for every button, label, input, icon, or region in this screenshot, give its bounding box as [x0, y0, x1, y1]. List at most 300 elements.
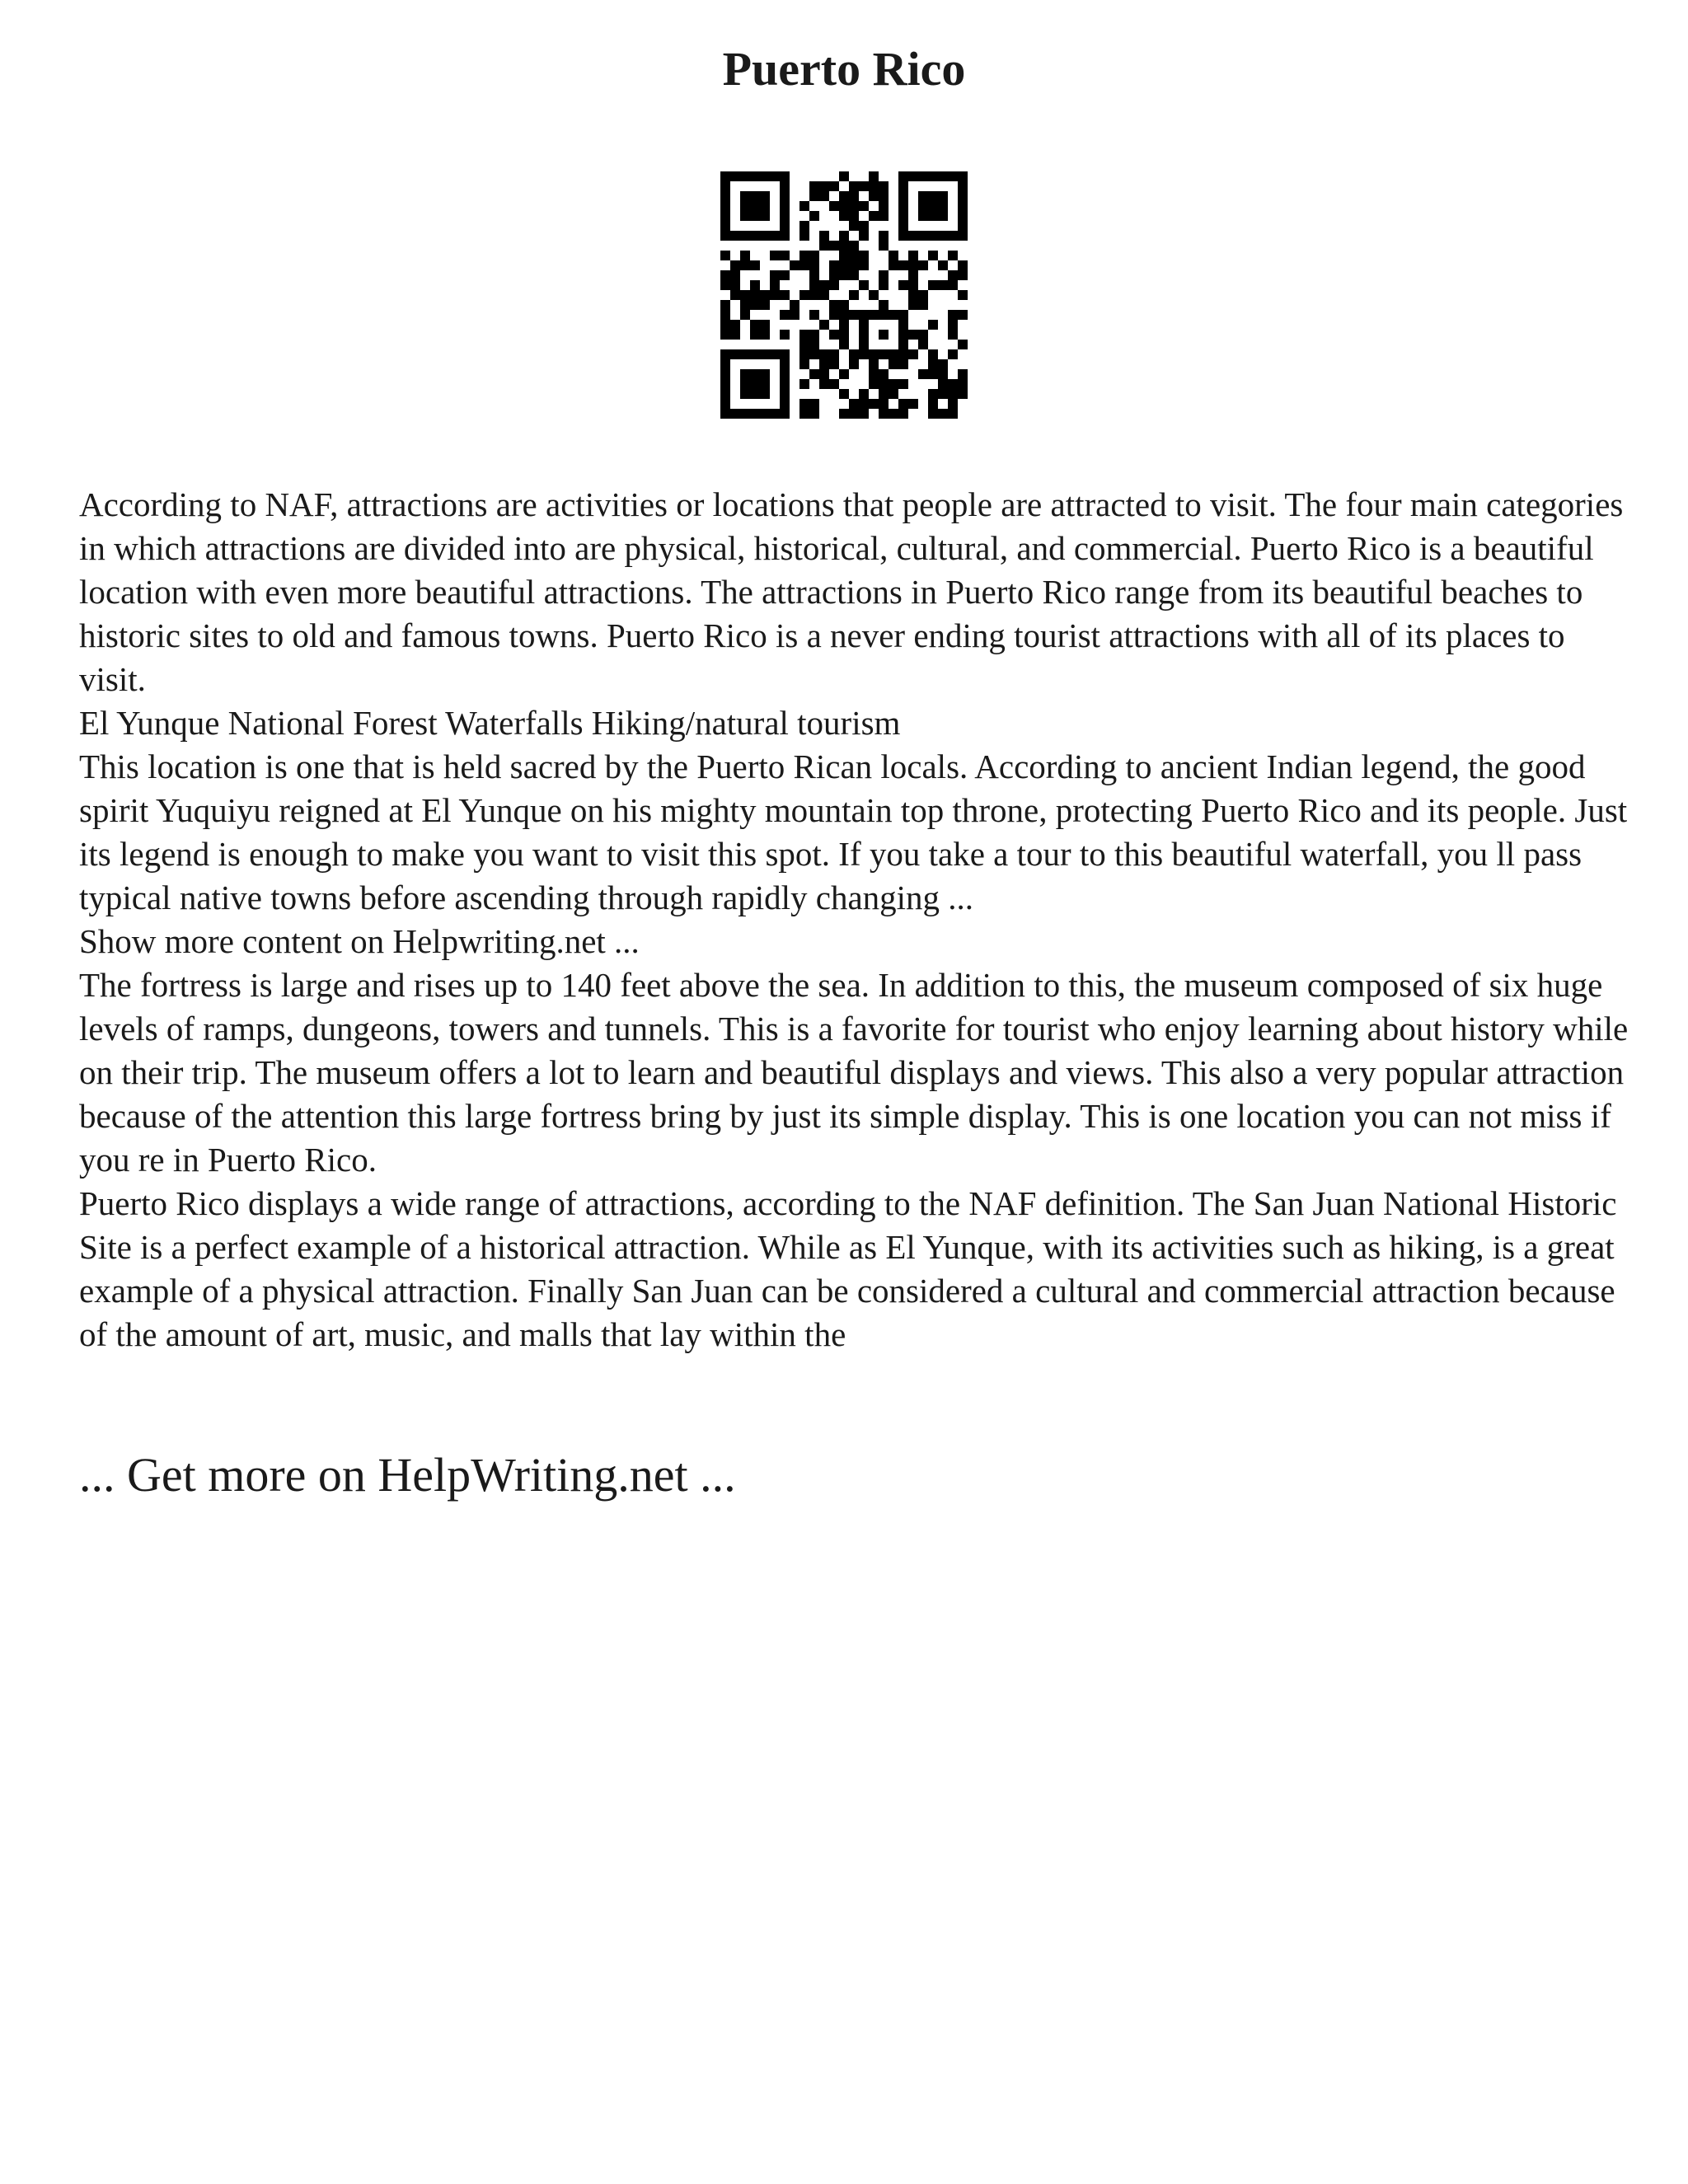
qr-module: [898, 280, 908, 290]
qr-module: [720, 270, 730, 280]
qr-module: [760, 201, 770, 211]
qr-module: [908, 280, 918, 290]
get-more-link[interactable]: ... Get more on HelpWriting.net ...: [79, 1448, 736, 1502]
qr-module: [799, 251, 809, 260]
qr-module: [908, 231, 918, 241]
qr-module: [720, 330, 730, 340]
qr-module: [938, 231, 948, 241]
qr-module: [740, 389, 750, 399]
qr-module: [879, 191, 889, 201]
qr-module: [869, 171, 879, 181]
qr-module: [740, 260, 750, 270]
qr-module: [780, 330, 790, 340]
qr-module: [879, 241, 889, 251]
qr-module: [889, 310, 898, 320]
qr-module: [948, 231, 958, 241]
qr-module: [730, 260, 740, 270]
qr-module: [829, 300, 839, 310]
qr-module: [839, 251, 849, 260]
qr-module: [809, 280, 819, 290]
qr-module: [720, 389, 730, 399]
qr-module: [889, 359, 898, 369]
qr-module: [770, 290, 780, 300]
qr-module: [780, 181, 790, 191]
qr-module: [849, 310, 859, 320]
qr-module: [849, 409, 859, 419]
qr-module: [799, 359, 809, 369]
qr-module: [750, 320, 760, 330]
qr-module: [809, 191, 819, 201]
qr-module: [720, 181, 730, 191]
qr-module: [839, 191, 849, 201]
qr-module: [730, 290, 740, 300]
qr-module: [780, 310, 790, 320]
qr-module: [819, 241, 829, 251]
qr-module: [898, 379, 908, 389]
qr-module: [799, 221, 809, 231]
qr-module: [799, 290, 809, 300]
qr-module: [809, 310, 819, 320]
qr-module: [908, 399, 918, 409]
qr-module: [780, 191, 790, 201]
qr-module: [859, 260, 869, 270]
qr-module: [799, 201, 809, 211]
qr-module: [958, 270, 968, 280]
qr-module: [780, 359, 790, 369]
qr-module: [750, 171, 760, 181]
qr-module: [750, 369, 760, 379]
page-title: Puerto Rico: [722, 42, 966, 96]
qr-module: [819, 320, 829, 330]
qr-module: [730, 349, 740, 359]
qr-module: [760, 409, 770, 419]
qr-code: [720, 171, 968, 419]
qr-module: [859, 320, 869, 330]
qr-module: [869, 211, 879, 221]
qr-module: [898, 349, 908, 359]
paragraph-fortress: The fortress is large and rises up to 140 feet above the sea. In addition to this, the museum composed of six huge levels of ramps, dungeons, towers and tunnels. This is a favorite for tourist who enjoy learning about history while on their trip. The museum offers a lot to learn and beautiful displays and views. This also a very popular attraction because of the attention this large fortress bring by just its simple display. This is one location you can not miss if you re in Puerto Rico.: [79, 966, 1629, 1179]
qr-module: [898, 181, 908, 191]
qr-module: [790, 260, 799, 270]
qr-module: [829, 181, 839, 191]
qr-module: [780, 270, 790, 280]
qr-module: [839, 241, 849, 251]
qr-module: [799, 330, 809, 340]
qr-module: [918, 201, 928, 211]
qr-module: [839, 340, 849, 349]
qr-module: [790, 310, 799, 320]
qr-module: [740, 409, 750, 419]
qr-module: [799, 340, 809, 349]
qr-module: [859, 340, 869, 349]
section-heading-el-yunque: El Yunque National Forest Waterfalls Hiking/natural tourism: [79, 704, 901, 742]
qr-module: [938, 369, 948, 379]
qr-module: [780, 201, 790, 211]
qr-module: [958, 211, 968, 221]
qr-module: [879, 310, 889, 320]
qr-module: [780, 369, 790, 379]
qr-module: [809, 290, 819, 300]
qr-module: [720, 211, 730, 221]
qr-module: [839, 211, 849, 221]
qr-module: [948, 379, 958, 389]
qr-module: [908, 251, 918, 260]
qr-module: [750, 231, 760, 241]
qr-module: [898, 320, 908, 330]
qr-module: [938, 280, 948, 290]
qr-module: [740, 251, 750, 260]
qr-module: [720, 171, 730, 181]
qr-module: [730, 330, 740, 340]
qr-module: [750, 260, 760, 270]
qr-module: [750, 389, 760, 399]
qr-module: [750, 409, 760, 419]
qr-module: [908, 330, 918, 340]
qr-module: [859, 330, 869, 340]
qr-module: [750, 349, 760, 359]
qr-module: [948, 399, 958, 409]
qr-module: [908, 270, 918, 280]
qr-module: [819, 280, 829, 290]
qr-module: [958, 191, 968, 201]
qr-module: [780, 349, 790, 359]
qr-module: [720, 300, 730, 310]
qr-module: [869, 310, 879, 320]
qr-module: [799, 349, 809, 359]
qr-module: [770, 251, 780, 260]
qr-module: [829, 260, 839, 270]
qr-module: [859, 231, 869, 241]
qr-module: [750, 201, 760, 211]
qr-module: [750, 300, 760, 310]
qr-module: [750, 191, 760, 201]
qr-module: [730, 280, 740, 290]
qr-module: [809, 270, 819, 280]
qr-module: [928, 191, 938, 201]
qr-module: [760, 369, 770, 379]
qr-module: [750, 330, 760, 340]
qr-module: [918, 300, 928, 310]
qr-module: [720, 280, 730, 290]
qr-module: [780, 409, 790, 419]
qr-module: [740, 349, 750, 359]
qr-module: [869, 359, 879, 369]
qr-module: [948, 171, 958, 181]
show-more-link[interactable]: Show more content on Helpwriting.net ...: [79, 922, 640, 960]
qr-module: [889, 379, 898, 389]
qr-module: [720, 379, 730, 389]
qr-module: [770, 280, 780, 290]
qr-module: [918, 211, 928, 221]
qr-module: [849, 399, 859, 409]
qr-module: [760, 191, 770, 201]
qr-module: [780, 290, 790, 300]
qr-module: [928, 211, 938, 221]
qr-module: [809, 251, 819, 260]
qr-module: [869, 399, 879, 409]
qr-module: [740, 191, 750, 201]
qr-module: [780, 171, 790, 181]
qr-module: [889, 389, 898, 399]
qr-module: [839, 320, 849, 330]
qr-module: [869, 191, 879, 201]
qr-module: [809, 349, 819, 359]
qr-module: [859, 251, 869, 260]
qr-module: [839, 260, 849, 270]
qr-module: [958, 201, 968, 211]
qr-module: [829, 310, 839, 320]
article-body: [79, 483, 1629, 1357]
qr-module: [879, 349, 889, 359]
qr-module: [918, 369, 928, 379]
qr-module: [889, 251, 898, 260]
qr-module: [958, 231, 968, 241]
qr-module: [928, 320, 938, 330]
qr-module: [780, 221, 790, 231]
qr-module: [819, 359, 829, 369]
qr-module: [918, 231, 928, 241]
qr-module: [760, 379, 770, 389]
qr-module: [799, 379, 809, 389]
qr-module: [898, 201, 908, 211]
paragraph-intro: According to NAF, attractions are activities or locations that people are attracted to visit. The four main categories in which attractions are divided into are physical, historical, cultural, and commercial. Puerto Rico is a beautiful location with even more beautiful attractions. The attractions in Puerto Rico range from its beautiful beaches to historic sites to old and famous towns. Puerto Rico is a never ending tourist attractions with all of its places to visit.: [79, 485, 1624, 698]
qr-module: [958, 340, 968, 349]
qr-module: [839, 310, 849, 320]
qr-module: [879, 201, 889, 211]
qr-module: [938, 409, 948, 419]
qr-module: [740, 231, 750, 241]
qr-module: [948, 349, 958, 359]
qr-module: [859, 310, 869, 320]
qr-module: [938, 171, 948, 181]
qr-module: [849, 251, 859, 260]
qr-module: [839, 270, 849, 280]
qr-module: [918, 330, 928, 340]
qr-module: [730, 270, 740, 280]
qr-module: [799, 231, 809, 241]
qr-module: [928, 280, 938, 290]
qr-module: [928, 251, 938, 260]
qr-module: [908, 171, 918, 181]
qr-module: [938, 191, 948, 201]
qr-module: [849, 349, 859, 359]
qr-module: [879, 330, 889, 340]
qr-module: [829, 270, 839, 280]
qr-module: [740, 290, 750, 300]
qr-module: [730, 231, 740, 241]
qr-module: [809, 260, 819, 270]
qr-module: [720, 251, 730, 260]
qr-module: [760, 389, 770, 399]
qr-module: [799, 260, 809, 270]
qr-module: [958, 221, 968, 231]
qr-module: [849, 181, 859, 191]
qr-module: [760, 349, 770, 359]
qr-module: [928, 359, 938, 369]
qr-module: [879, 399, 889, 409]
qr-module: [938, 260, 948, 270]
qr-module: [730, 409, 740, 419]
qr-module: [898, 359, 908, 369]
qr-module: [720, 359, 730, 369]
qr-module: [849, 359, 859, 369]
qr-module: [898, 171, 908, 181]
qr-module: [918, 191, 928, 201]
qr-module: [760, 290, 770, 300]
qr-module: [849, 221, 859, 231]
qr-module: [849, 201, 859, 211]
qr-module: [918, 171, 928, 181]
qr-module: [879, 270, 889, 280]
qr-module: [780, 251, 790, 260]
qr-module: [928, 399, 938, 409]
qr-module: [750, 211, 760, 221]
qr-module: [879, 181, 889, 191]
qr-module: [898, 221, 908, 231]
qr-module: [720, 349, 730, 359]
qr-module: [948, 409, 958, 419]
qr-module: [839, 231, 849, 241]
qr-module: [879, 369, 889, 379]
qr-module: [839, 201, 849, 211]
qr-module: [809, 340, 819, 349]
qr-module: [849, 241, 859, 251]
qr-module: [760, 171, 770, 181]
qr-module: [898, 330, 908, 340]
qr-module: [938, 201, 948, 211]
qr-module: [720, 409, 730, 419]
qr-module: [799, 399, 809, 409]
qr-module: [740, 171, 750, 181]
qr-module: [948, 270, 958, 280]
qr-module: [809, 330, 819, 340]
qr-module: [898, 409, 908, 419]
qr-module: [938, 389, 948, 399]
qr-module: [948, 389, 958, 399]
qr-module: [839, 330, 849, 340]
qr-module: [720, 310, 730, 320]
qr-module: [760, 300, 770, 310]
qr-module: [948, 280, 958, 290]
qr-module: [720, 191, 730, 201]
qr-module: [918, 260, 928, 270]
qr-module: [859, 409, 869, 419]
qr-module: [928, 409, 938, 419]
qr-module: [819, 231, 829, 241]
qr-module: [829, 379, 839, 389]
qr-module: [839, 369, 849, 379]
qr-module: [780, 389, 790, 399]
qr-code-graphic: [720, 171, 968, 419]
qr-module: [829, 241, 839, 251]
qr-module: [849, 211, 859, 221]
qr-module: [780, 379, 790, 389]
qr-module: [720, 320, 730, 330]
qr-module: [898, 211, 908, 221]
qr-module: [898, 340, 908, 349]
qr-module: [908, 290, 918, 300]
qr-module: [859, 389, 869, 399]
qr-module: [898, 260, 908, 270]
qr-module: [898, 231, 908, 241]
qr-module: [859, 181, 869, 191]
qr-module: [958, 260, 968, 270]
qr-module: [780, 211, 790, 221]
qr-module: [879, 379, 889, 389]
qr-module: [849, 191, 859, 201]
qr-module: [839, 300, 849, 310]
qr-module: [859, 201, 869, 211]
qr-module: [879, 231, 889, 241]
qr-module: [898, 191, 908, 201]
qr-module: [809, 369, 819, 379]
qr-module: [740, 310, 750, 320]
qr-module: [829, 201, 839, 211]
qr-module: [889, 349, 898, 359]
qr-module: [928, 369, 938, 379]
qr-module: [720, 201, 730, 211]
qr-module: [928, 389, 938, 399]
qr-module: [948, 320, 958, 330]
qr-module: [720, 231, 730, 241]
qr-module: [770, 270, 780, 280]
qr-module: [740, 211, 750, 221]
qr-module: [740, 379, 750, 389]
qr-module: [839, 171, 849, 181]
qr-module: [908, 300, 918, 310]
qr-module: [859, 399, 869, 409]
qr-module: [839, 409, 849, 419]
qr-module: [918, 340, 928, 349]
qr-module: [918, 290, 928, 300]
qr-module: [819, 191, 829, 201]
qr-module: [720, 399, 730, 409]
qr-module: [869, 290, 879, 300]
qr-module: [760, 320, 770, 330]
qr-module: [819, 379, 829, 389]
qr-module: [928, 231, 938, 241]
qr-module: [958, 181, 968, 191]
qr-module: [809, 181, 819, 191]
paragraph-summary: Puerto Rico displays a wide range of attractions, according to the NAF definition. The San Juan National Historic Site is a perfect example of a historical attraction. While as El Yunque, with its activities such as hiking, is a great example of a physical attraction. Finally San Juan can be considered a cultural and commercial attraction because of the amount of art, music, and malls that lay within the: [79, 1184, 1617, 1353]
qr-module: [720, 221, 730, 231]
qr-module: [859, 280, 869, 290]
qr-module: [819, 181, 829, 191]
paragraph-el-yunque: This location is one that is held sacred by the Puerto Rican locals. According to ancient Indian legend, the good spirit Yuquiyu reigned at El Yunque on his mighty mountain top throne, protecting Puerto Rico and its people. Just its legend is enough to make you want to visit this spot. If you take a tour to this beautiful waterfall, you ll pass typical native towns before ascending through rapidly changing ...: [79, 748, 1628, 916]
qr-module: [760, 211, 770, 221]
qr-module: [908, 260, 918, 270]
qr-module: [770, 409, 780, 419]
qr-module: [790, 300, 799, 310]
qr-module: [740, 201, 750, 211]
qr-module: [859, 349, 869, 359]
qr-module: [819, 369, 829, 379]
qr-module: [889, 260, 898, 270]
qr-module: [938, 379, 948, 389]
qr-module: [750, 379, 760, 389]
qr-module: [938, 359, 948, 369]
qr-module: [839, 389, 849, 399]
qr-module: [809, 211, 819, 221]
qr-module: [948, 310, 958, 320]
qr-module: [750, 280, 760, 290]
qr-module: [770, 171, 780, 181]
qr-module: [730, 320, 740, 330]
qr-module: [958, 310, 968, 320]
qr-module: [879, 300, 889, 310]
qr-module: [740, 300, 750, 310]
qr-module: [849, 270, 859, 280]
